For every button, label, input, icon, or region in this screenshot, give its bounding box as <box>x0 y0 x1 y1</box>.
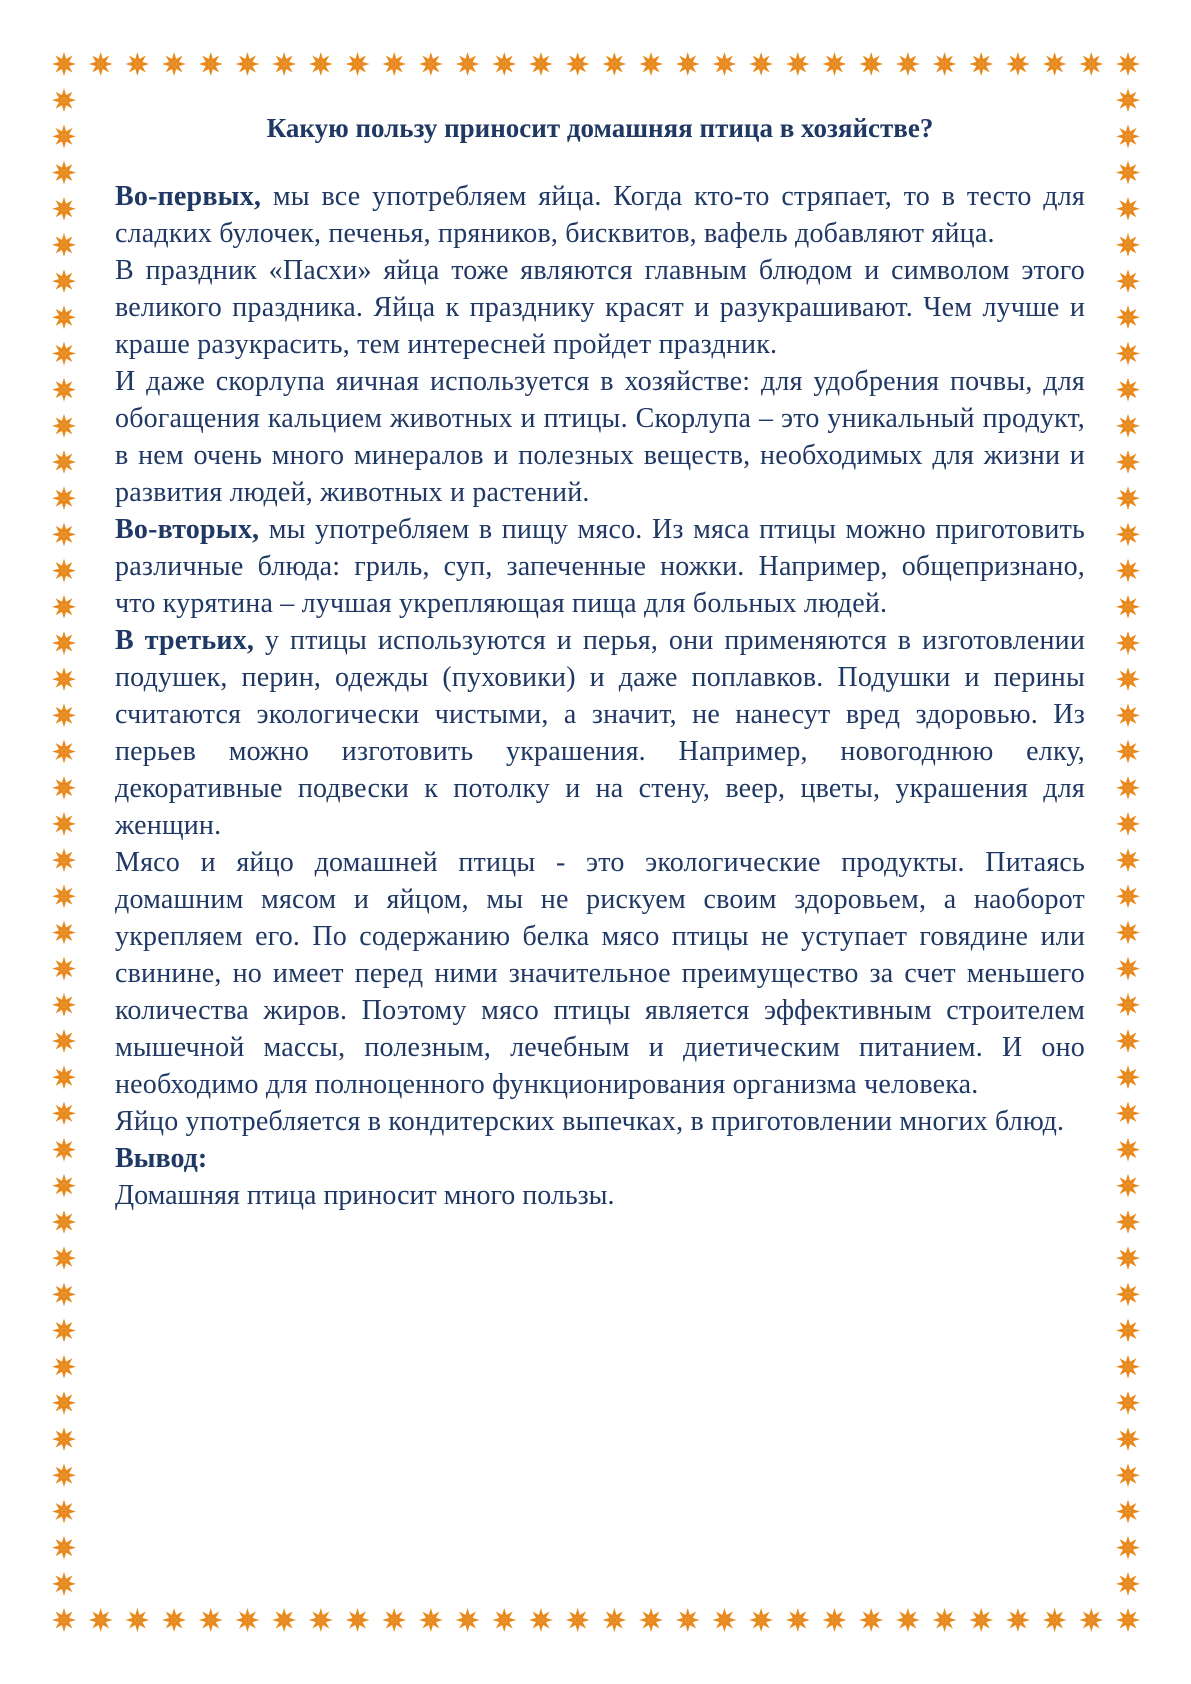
eight-petal-star-icon <box>896 52 920 76</box>
eight-petal-star-icon <box>52 1499 76 1523</box>
eight-petal-star-icon <box>52 378 76 402</box>
eight-petal-star-icon <box>52 957 76 981</box>
eight-petal-star-icon <box>52 1101 76 1125</box>
paragraph-lead: Во-первых, <box>115 181 273 212</box>
conclusion-text: Домашняя птица приносит много пользы. <box>115 1180 615 1211</box>
paragraph-text: В праздник «Пасхи» яйца тоже являются главным блюдом и символом этого великого праздника. Яйца к празднику красят и разукрашивают. Чем лучше и краше разукрасить, тем интересней пройдет праздник. <box>115 255 1085 360</box>
eight-petal-star-icon <box>52 1463 76 1487</box>
paragraph-1 <box>115 178 1085 252</box>
eight-petal-star-icon <box>1116 1391 1140 1415</box>
eight-petal-star-icon <box>346 52 370 76</box>
eight-petal-star-icon <box>52 269 76 293</box>
eight-petal-star-icon <box>676 1608 700 1632</box>
eight-petal-star-icon <box>52 1029 76 1053</box>
eight-petal-star-icon <box>969 1608 993 1632</box>
eight-petal-star-icon <box>52 1138 76 1162</box>
eight-petal-star-icon <box>1043 1608 1067 1632</box>
eight-petal-star-icon <box>52 88 76 112</box>
eight-petal-star-icon <box>969 52 993 76</box>
eight-petal-star-icon <box>52 1174 76 1198</box>
paragraph-7 <box>115 1103 1085 1140</box>
eight-petal-star-icon <box>602 52 626 76</box>
eight-petal-star-icon <box>896 1608 920 1632</box>
eight-petal-star-icon <box>52 920 76 944</box>
eight-petal-star-icon <box>786 1608 810 1632</box>
eight-petal-star-icon <box>52 776 76 800</box>
eight-petal-star-icon <box>1116 1029 1140 1053</box>
eight-petal-star-icon <box>52 884 76 908</box>
paragraph-5 <box>115 622 1085 844</box>
eight-petal-star-icon <box>749 1608 773 1632</box>
paragraph-text: Мясо и яйцо домашней птицы - это экологические продукты. Питаясь домашним мясом и яйцом, мы не рискуем своим здоровьем, а наоборот укрепляем его. По содержанию белка мясо птицы не уступает говядине или свинине, но имеет перед ними значительное преимущество за счет меньшего количества жиров. Поэтому мясо птицы является эффективным строителем мышечной массы, полезным, лечебным и диетическим питанием. И оно необходимо для полноценного функционирования организма человека. <box>115 847 1085 1100</box>
eight-petal-star-icon <box>1116 1463 1140 1487</box>
eight-petal-star-icon <box>52 703 76 727</box>
eight-petal-star-icon <box>1116 1174 1140 1198</box>
eight-petal-star-icon <box>52 1246 76 1270</box>
eight-petal-star-icon <box>1116 197 1140 221</box>
eight-petal-star-icon <box>1116 993 1140 1017</box>
eight-petal-star-icon <box>1116 305 1140 329</box>
eight-petal-star-icon <box>419 52 443 76</box>
page-title: Какую пользу приносит домашняя птица в хозяйстве? <box>266 113 934 143</box>
paragraph-6 <box>115 844 1085 1103</box>
eight-petal-star-icon <box>1116 1427 1140 1451</box>
eight-petal-star-icon <box>859 1608 883 1632</box>
eight-petal-star-icon <box>1116 1065 1140 1089</box>
eight-petal-star-icon <box>52 740 76 764</box>
eight-petal-star-icon <box>1116 269 1140 293</box>
eight-petal-star-icon <box>309 1608 333 1632</box>
eight-petal-star-icon <box>52 1319 76 1343</box>
document-body <box>115 108 1085 1214</box>
eight-petal-star-icon <box>1116 52 1140 76</box>
paragraph-text: Яйцо употребляется в кондитерских выпечках, в приготовлении многих блюд. <box>115 1106 1065 1137</box>
paragraph-text: мы употребляем в пищу мясо. Из мяса птицы можно приготовить различные блюда: гриль, суп, запеченные ножки. Например, общепризнано, что курятина – лучшая укрепляющая пища для больных людей. <box>115 514 1085 619</box>
eight-petal-star-icon <box>1116 740 1140 764</box>
eight-petal-star-icon <box>749 52 773 76</box>
eight-petal-star-icon <box>1116 1572 1140 1596</box>
eight-petal-star-icon <box>492 52 516 76</box>
eight-petal-star-icon <box>419 1608 443 1632</box>
eight-petal-star-icon <box>162 1608 186 1632</box>
paragraph-text: у птицы используются и перья, они применяются в изготовлении подушек, перин, одежды (пуховики) и даже поплавков. Подушки и перины считаются экологически чистыми, а значит, не нанесут вред здоровью. Из перьев можно изготовить украшения. Например, новогоднюю елку, декоративные подвески к потолку и на стену, веер, цветы, украшения для женщин. <box>115 625 1086 841</box>
eight-petal-star-icon <box>52 1210 76 1234</box>
eight-petal-star-icon <box>1116 1210 1140 1234</box>
eight-petal-star-icon <box>309 52 333 76</box>
paragraph-3 <box>115 363 1085 511</box>
eight-petal-star-icon <box>1116 957 1140 981</box>
paragraph-4 <box>115 511 1085 622</box>
eight-petal-star-icon <box>1116 920 1140 944</box>
eight-petal-star-icon <box>822 1608 846 1632</box>
eight-petal-star-icon <box>52 1282 76 1306</box>
eight-petal-star-icon <box>1116 124 1140 148</box>
eight-petal-star-icon <box>382 52 406 76</box>
eight-petal-star-icon <box>52 1355 76 1379</box>
eight-petal-star-icon <box>125 52 149 76</box>
eight-petal-star-icon <box>1116 1101 1140 1125</box>
eight-petal-star-icon <box>1079 1608 1103 1632</box>
eight-petal-star-icon <box>566 52 590 76</box>
paragraph-2 <box>115 252 1085 363</box>
eight-petal-star-icon <box>52 1065 76 1089</box>
eight-petal-star-icon <box>1006 1608 1030 1632</box>
eight-petal-star-icon <box>52 595 76 619</box>
eight-petal-star-icon <box>52 559 76 583</box>
eight-petal-star-icon <box>52 631 76 655</box>
eight-petal-star-icon <box>382 1608 406 1632</box>
eight-petal-star-icon <box>1006 52 1030 76</box>
eight-petal-star-icon <box>162 52 186 76</box>
eight-petal-star-icon <box>235 1608 259 1632</box>
eight-petal-star-icon <box>859 52 883 76</box>
eight-petal-star-icon <box>712 1608 736 1632</box>
eight-petal-star-icon <box>1116 414 1140 438</box>
eight-petal-star-icon <box>933 52 957 76</box>
eight-petal-star-icon <box>52 993 76 1017</box>
eight-petal-star-icon <box>639 1608 663 1632</box>
eight-petal-star-icon <box>272 52 296 76</box>
eight-petal-star-icon <box>1116 559 1140 583</box>
eight-petal-star-icon <box>1116 1536 1140 1560</box>
eight-petal-star-icon <box>566 1608 590 1632</box>
eight-petal-star-icon <box>1116 161 1140 185</box>
eight-petal-star-icon <box>52 305 76 329</box>
eight-petal-star-icon <box>52 522 76 546</box>
eight-petal-star-icon <box>199 52 223 76</box>
eight-petal-star-icon <box>235 52 259 76</box>
eight-petal-star-icon <box>125 1608 149 1632</box>
eight-petal-star-icon <box>822 52 846 76</box>
eight-petal-star-icon <box>1116 1319 1140 1343</box>
eight-petal-star-icon <box>1116 848 1140 872</box>
eight-petal-star-icon <box>52 486 76 510</box>
eight-petal-star-icon <box>52 124 76 148</box>
eight-petal-star-icon <box>52 812 76 836</box>
eight-petal-star-icon <box>89 52 113 76</box>
conclusion-heading: Вывод: <box>115 1143 208 1174</box>
eight-petal-star-icon <box>52 1391 76 1415</box>
eight-petal-star-icon <box>52 450 76 474</box>
paragraph-text: мы все употребляем яйца. Когда кто-то стряпает, то в тесто для сладких булочек, печенья, пряников, бисквитов, вафель добавляют яйца. <box>115 181 1085 249</box>
eight-petal-star-icon <box>52 161 76 185</box>
eight-petal-star-icon <box>1116 812 1140 836</box>
eight-petal-star-icon <box>52 233 76 257</box>
eight-petal-star-icon <box>89 1608 113 1632</box>
eight-petal-star-icon <box>1043 52 1067 76</box>
eight-petal-star-icon <box>52 414 76 438</box>
eight-petal-star-icon <box>199 1608 223 1632</box>
eight-petal-star-icon <box>602 1608 626 1632</box>
eight-petal-star-icon <box>529 1608 553 1632</box>
eight-petal-star-icon <box>52 1427 76 1451</box>
eight-petal-star-icon <box>52 52 76 76</box>
eight-petal-star-icon <box>52 1536 76 1560</box>
eight-petal-star-icon <box>456 1608 480 1632</box>
eight-petal-star-icon <box>52 1608 76 1632</box>
eight-petal-star-icon <box>933 1608 957 1632</box>
eight-petal-star-icon <box>639 52 663 76</box>
eight-petal-star-icon <box>1116 450 1140 474</box>
eight-petal-star-icon <box>1116 1355 1140 1379</box>
eight-petal-star-icon <box>1116 486 1140 510</box>
eight-petal-star-icon <box>1116 703 1140 727</box>
eight-petal-star-icon <box>712 52 736 76</box>
eight-petal-star-icon <box>492 1608 516 1632</box>
eight-petal-star-icon <box>529 52 553 76</box>
eight-petal-star-icon <box>1116 233 1140 257</box>
eight-petal-star-icon <box>456 52 480 76</box>
paragraph-text: И даже скорлупа яичная используется в хозяйстве: для удобрения почвы, для обогащения кальцием животных и птицы. Скорлупа – это уникальный продукт, в нем очень много минералов и полезных веществ, необходимых для жизни и развития людей, животных и растений. <box>115 366 1085 508</box>
eight-petal-star-icon <box>1116 776 1140 800</box>
paragraph-lead: Во-вторых, <box>115 514 269 545</box>
eight-petal-star-icon <box>52 341 76 365</box>
eight-petal-star-icon <box>1116 631 1140 655</box>
eight-petal-star-icon <box>786 52 810 76</box>
paragraph-lead: В третьих, <box>115 625 265 656</box>
eight-petal-star-icon <box>52 667 76 691</box>
eight-petal-star-icon <box>1116 341 1140 365</box>
eight-petal-star-icon <box>1116 884 1140 908</box>
eight-petal-star-icon <box>1116 667 1140 691</box>
eight-petal-star-icon <box>1116 1608 1140 1632</box>
eight-petal-star-icon <box>676 52 700 76</box>
eight-petal-star-icon <box>1116 1499 1140 1523</box>
eight-petal-star-icon <box>52 197 76 221</box>
eight-petal-star-icon <box>52 1572 76 1596</box>
eight-petal-star-icon <box>1116 1246 1140 1270</box>
eight-petal-star-icon <box>1116 522 1140 546</box>
eight-petal-star-icon <box>1079 52 1103 76</box>
eight-petal-star-icon <box>1116 378 1140 402</box>
eight-petal-star-icon <box>1116 88 1140 112</box>
eight-petal-star-icon <box>52 848 76 872</box>
eight-petal-star-icon <box>1116 1138 1140 1162</box>
eight-petal-star-icon <box>1116 595 1140 619</box>
eight-petal-star-icon <box>272 1608 296 1632</box>
eight-petal-star-icon <box>346 1608 370 1632</box>
eight-petal-star-icon <box>1116 1282 1140 1306</box>
